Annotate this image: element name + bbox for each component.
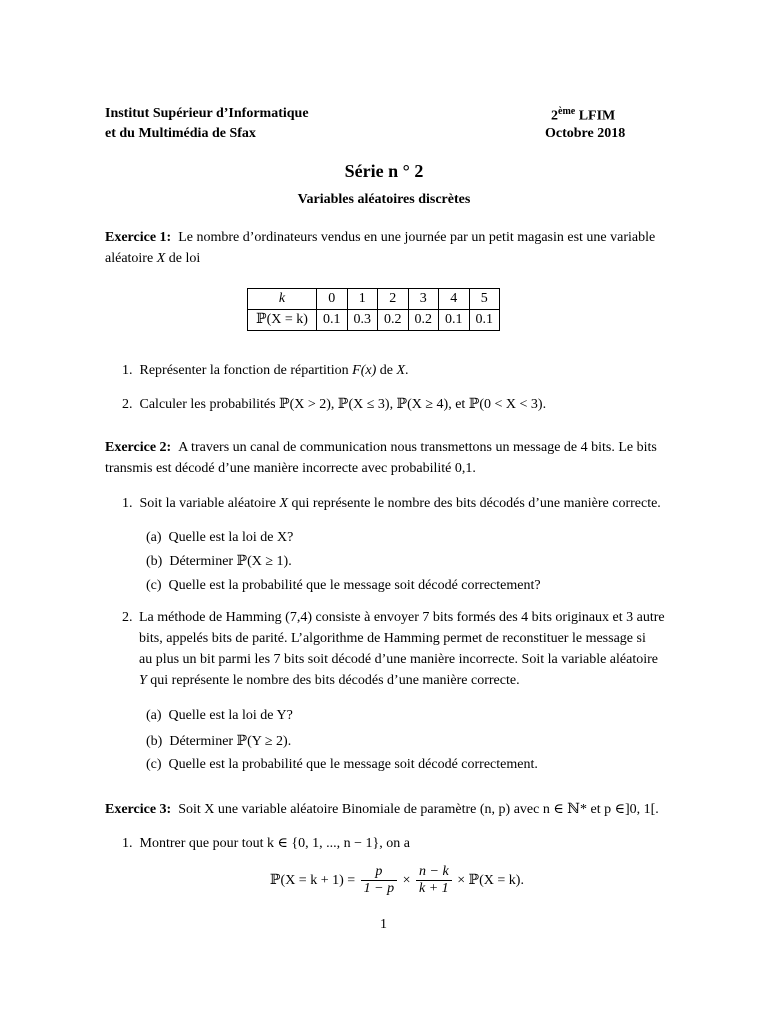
table-cell: 0.1 [439, 310, 470, 331]
question-text: qui représente le nombre des bits décodés d’une manière correcte. [288, 496, 661, 511]
table-cell: 1 [347, 289, 378, 310]
ex2-q2-a [146, 708, 293, 724]
question-text: Calculer les probabilités ℙ(X > 2), ℙ(X ≤ 3), ℙ(X ≥ 4), et ℙ(0 < X < 3). [139, 397, 547, 412]
table-cell: 0 [317, 289, 348, 310]
fraction-numerator: n − k [416, 864, 452, 881]
fraction-numerator: p [361, 864, 397, 881]
ex1-intro-text: Le nombre d’ordinateurs vendus en une journée par un petit magasin est une variable [178, 230, 656, 245]
times-symbol: × [402, 873, 411, 888]
subquestion-label: (a) [146, 530, 162, 545]
times-symbol: × [457, 873, 466, 888]
ex2-q1-a [146, 530, 293, 546]
ex1-question-1 [122, 363, 409, 379]
ex1-label: Exercice 1: [105, 230, 172, 245]
ex2-label: Exercice 2: [105, 440, 172, 455]
ex2-question-2-line4 [139, 673, 520, 689]
level-label [551, 106, 615, 125]
ex3-intro [105, 801, 659, 818]
subquestion-label: (a) [146, 708, 162, 723]
question-text: Soit la variable aléatoire [139, 496, 280, 511]
ex2-question-2-line2: bits, appelés bits de parité. L’algorithme de Hamming permet de reconstituer le message si [139, 631, 646, 646]
table-cell: 0.1 [317, 310, 348, 331]
math-x: X [396, 363, 406, 378]
question-text: Représenter la fonction de répartition [139, 363, 353, 378]
question-text: Montrer que pour tout k ∈ {0, 1, ..., n − 1}, on a [139, 836, 410, 851]
level-number: 2 [551, 108, 558, 124]
ex1-intro-line1 [105, 230, 655, 246]
level-superscript: ème [558, 106, 576, 117]
math-x: X [279, 496, 289, 511]
ex1-intro-text-b1: aléatoire [105, 251, 157, 266]
table-cell: 5 [469, 289, 500, 310]
page-title: Série n ° 2 [344, 161, 424, 181]
table-cell: 3 [408, 289, 439, 310]
question-number: 2. [122, 397, 133, 412]
fraction-p-over-1-minus-p [361, 864, 397, 897]
ex1-intro-text-b2: de loi [165, 251, 201, 266]
subquestion-label: (b) [146, 554, 163, 569]
ex1-question-2 [122, 396, 546, 413]
ex2-intro-line1 [105, 440, 657, 456]
subquestion-text: Quelle est la probabilité que le message soit décodé correctement. [168, 757, 538, 772]
table-cell: 4 [439, 289, 470, 310]
subquestion-label: (c) [146, 578, 162, 593]
subquestion-text: Déterminer ℙ(X ≥ 1). [169, 554, 292, 569]
ex2-q1-b [146, 553, 292, 570]
question-text: qui représente le nombre des bits décodés d’une manière correcte. [146, 673, 520, 688]
ex3-intro-text: Soit X une variable aléatoire Binomiale de paramètre (n, p) avec n ∈ ℕ* et p ∈]0, 1[. [178, 802, 659, 817]
table-cell: 0.3 [347, 310, 378, 331]
table-cell: 0.2 [408, 310, 439, 331]
ex3-formula [270, 864, 524, 898]
question-text: de [376, 363, 397, 378]
probability-law-table [247, 288, 500, 331]
table-header-p: ℙ(X = k) [248, 310, 317, 331]
math-f: F(x) [352, 363, 377, 378]
table-cell: 2 [378, 289, 409, 310]
subquestion-text: Quelle est la loi de X? [168, 530, 294, 545]
ex2-question-2-line1: La méthode de Hamming (7,4) consiste à envoyer 7 bits formés des 4 bits originaux et 3 autre [139, 610, 665, 625]
ex2-q1-c [146, 578, 541, 594]
subquestion-text: Quelle est la probabilité que le message soit décodé correctement? [168, 578, 541, 593]
question-number: 1. [122, 836, 133, 851]
table-row-p [248, 310, 500, 331]
math-y: Y [139, 673, 147, 688]
page-number: 1 [380, 917, 387, 932]
ex1-intro-line2 [105, 251, 200, 267]
table-cell: 0.1 [469, 310, 500, 331]
institution-line2: et du Multimédia de Sfax [105, 126, 256, 141]
fraction-denominator: 1 − p [363, 881, 395, 897]
ex3-label: Exercice 3: [105, 802, 172, 817]
institution-line1: Institut Supérieur d’Informatique [105, 106, 309, 121]
ex2-q2-b [146, 733, 291, 750]
ex2-question-2-number: 2. [122, 610, 133, 625]
fraction-n-minus-k-over-k-plus-1 [416, 864, 452, 897]
ex2-q2-c [146, 757, 538, 773]
ex3-question-1 [122, 835, 410, 852]
ex1-variable: X [156, 251, 166, 266]
page-subtitle: Variables aléatoires discrètes [297, 192, 471, 207]
subquestion-label: (c) [146, 757, 162, 772]
header-date: Octobre 2018 [545, 126, 626, 141]
question-number: 1. [122, 496, 133, 511]
ex2-question-1 [122, 496, 661, 512]
fraction-denominator: k + 1 [419, 881, 449, 897]
formula-lhs: ℙ(X = k + 1) = [270, 873, 356, 888]
formula-rhs: ℙ(X = k). [468, 873, 524, 888]
subquestion-label: (b) [146, 734, 163, 749]
subquestion-text: Déterminer ℙ(Y ≥ 2). [169, 734, 292, 749]
subquestion-text: Quelle est la loi de Y? [168, 708, 293, 723]
ex2-intro-line2: transmis est décodé d’une manière incorrecte avec probabilité 0,1. [105, 461, 476, 476]
ex2-intro-text: A travers un canal de communication nous transmettons un message de 4 bits. Le bits [178, 440, 657, 455]
question-end: . [405, 363, 409, 378]
table-row-k [248, 289, 500, 310]
level-name: LFIM [578, 108, 616, 124]
ex2-question-2-line3: au plus un bit parmi les 7 bits soit décodé d’une manière incorrecte. Soit la variable aléatoire [139, 652, 658, 667]
table-header-k: k [248, 289, 317, 310]
question-number: 1. [122, 363, 133, 378]
table-cell: 0.2 [378, 310, 409, 331]
